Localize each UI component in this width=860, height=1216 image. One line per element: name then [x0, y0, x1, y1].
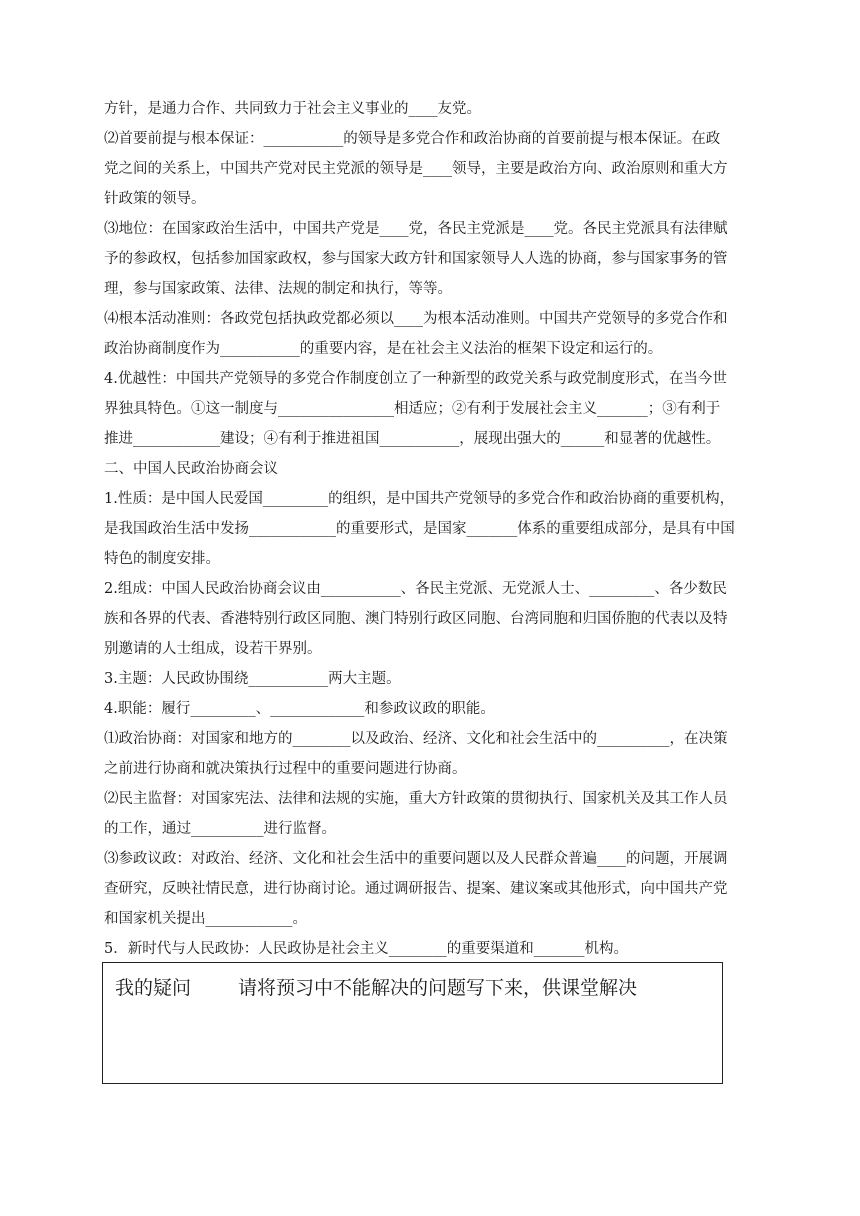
questions-box-title: 我的疑问	[115, 977, 192, 999]
text-line: 5．新时代与人民政协：人民政协是社会主义________的重要渠道和_______机构。	[104, 941, 628, 957]
text-line: 1.性质：是中国人民爱国_________的组织，是中国共产党领导的多党合作和政治协商的重要机构，	[104, 491, 735, 507]
text-line: 党之间的关系上，中国共产党对民主党派的领导是____领导，主要是政治方向、政治原则和重大方	[104, 161, 728, 177]
section-heading: 二、中国人民政治协商会议	[104, 461, 278, 477]
text-line: 和国家机关提出____________。	[104, 911, 307, 927]
text-line: 族和各界的代表、香港特别行政区同胞、澳门特别行政区同胞、台湾同胞和归国侨胞的代表以及特	[104, 611, 728, 627]
text-line: 的工作，通过__________进行监督。	[104, 821, 336, 837]
questions-box-hint: 请将预习中不能解决的问题写下来，供课堂解决	[238, 977, 638, 999]
text-line: 4.优越性：中国共产党领导的多党合作制度创立了一种新型的政党关系与政党制度形式，在当今世	[104, 371, 727, 387]
text-line: 特色的制度安排。	[104, 551, 220, 567]
text-line: 查研究，反映社情民意，进行协商讨论。通过调研报告、提案、建议案或其他形式，向中国共产党	[104, 881, 728, 897]
text-line: ⑵民主监督：对国家宪法、法律和法规的实施，重大方针政策的贯彻执行、国家机关及其工作人员	[104, 791, 728, 807]
text-line: ⑷根本活动准则：各政党包括执政党都必须以____为根本活动准则。中国共产党领导的多党合作和	[104, 311, 728, 327]
text-line: ⑶参政议政：对政治、经济、文化和社会生活中的重要问题以及人民群众普遍____的问题，开展调	[104, 851, 728, 867]
text-line: ⑵首要前提与根本保证：___________的领导是多党合作和政治协商的首要前提与根本保证。在政	[104, 131, 721, 147]
text-line: ⑴政治协商：对国家和地方的________以及政治、经济、文化和社会生活中的__________，在决策	[104, 731, 728, 747]
text-line: 予的参政权，包括参加国家政权，参与国家大政方针和国家领导人人选的协商，参与国家事务的管	[104, 251, 728, 267]
text-line: 2.组成：中国人民政治协商会议由___________、各民主党派、无党派人士、_________、各少数民	[104, 581, 727, 597]
text-line: 3.主题：人民政协围绕___________两大主题。	[104, 671, 401, 687]
text-line: 政治协商制度作为___________的重要内容，是在社会主义法治的框架下设定和运行的。	[104, 341, 663, 357]
questions-box[interactable]	[102, 962, 723, 1084]
text-line: 别邀请的人士组成，设若干界别。	[104, 641, 322, 657]
text-line: 之前进行协商和就决策执行过程中的重要问题进行协商。	[104, 761, 467, 777]
text-line: 针政策的领导。	[104, 191, 206, 207]
text-line: 推进____________建设；④有利于推进祖国___________，展现出强大的______和显著的优越性。	[104, 431, 721, 447]
text-line: 方针，是通力合作、共同致力于社会主义事业的____友党。	[104, 101, 481, 117]
text-line: 4.职能：履行_________、_____________和参政议政的职能。	[104, 701, 495, 717]
text-line: 是我国政治生活中发扬____________的重要形式，是国家_______体系的重要组成部分，是具有中国	[104, 521, 735, 537]
text-line: ⑶地位：在国家政治生活中，中国共产党是____党，各民主党派是____党。各民主党派具有法律赋	[104, 221, 728, 237]
document-body	[104, 97, 764, 967]
text-line: 理，参与国家政策、法律、法规的制定和执行，等等。	[104, 281, 452, 297]
text-line: 界独具特色。①这一制度与________________相适应；②有利于发展社会主义_______；③有利于	[104, 401, 721, 417]
